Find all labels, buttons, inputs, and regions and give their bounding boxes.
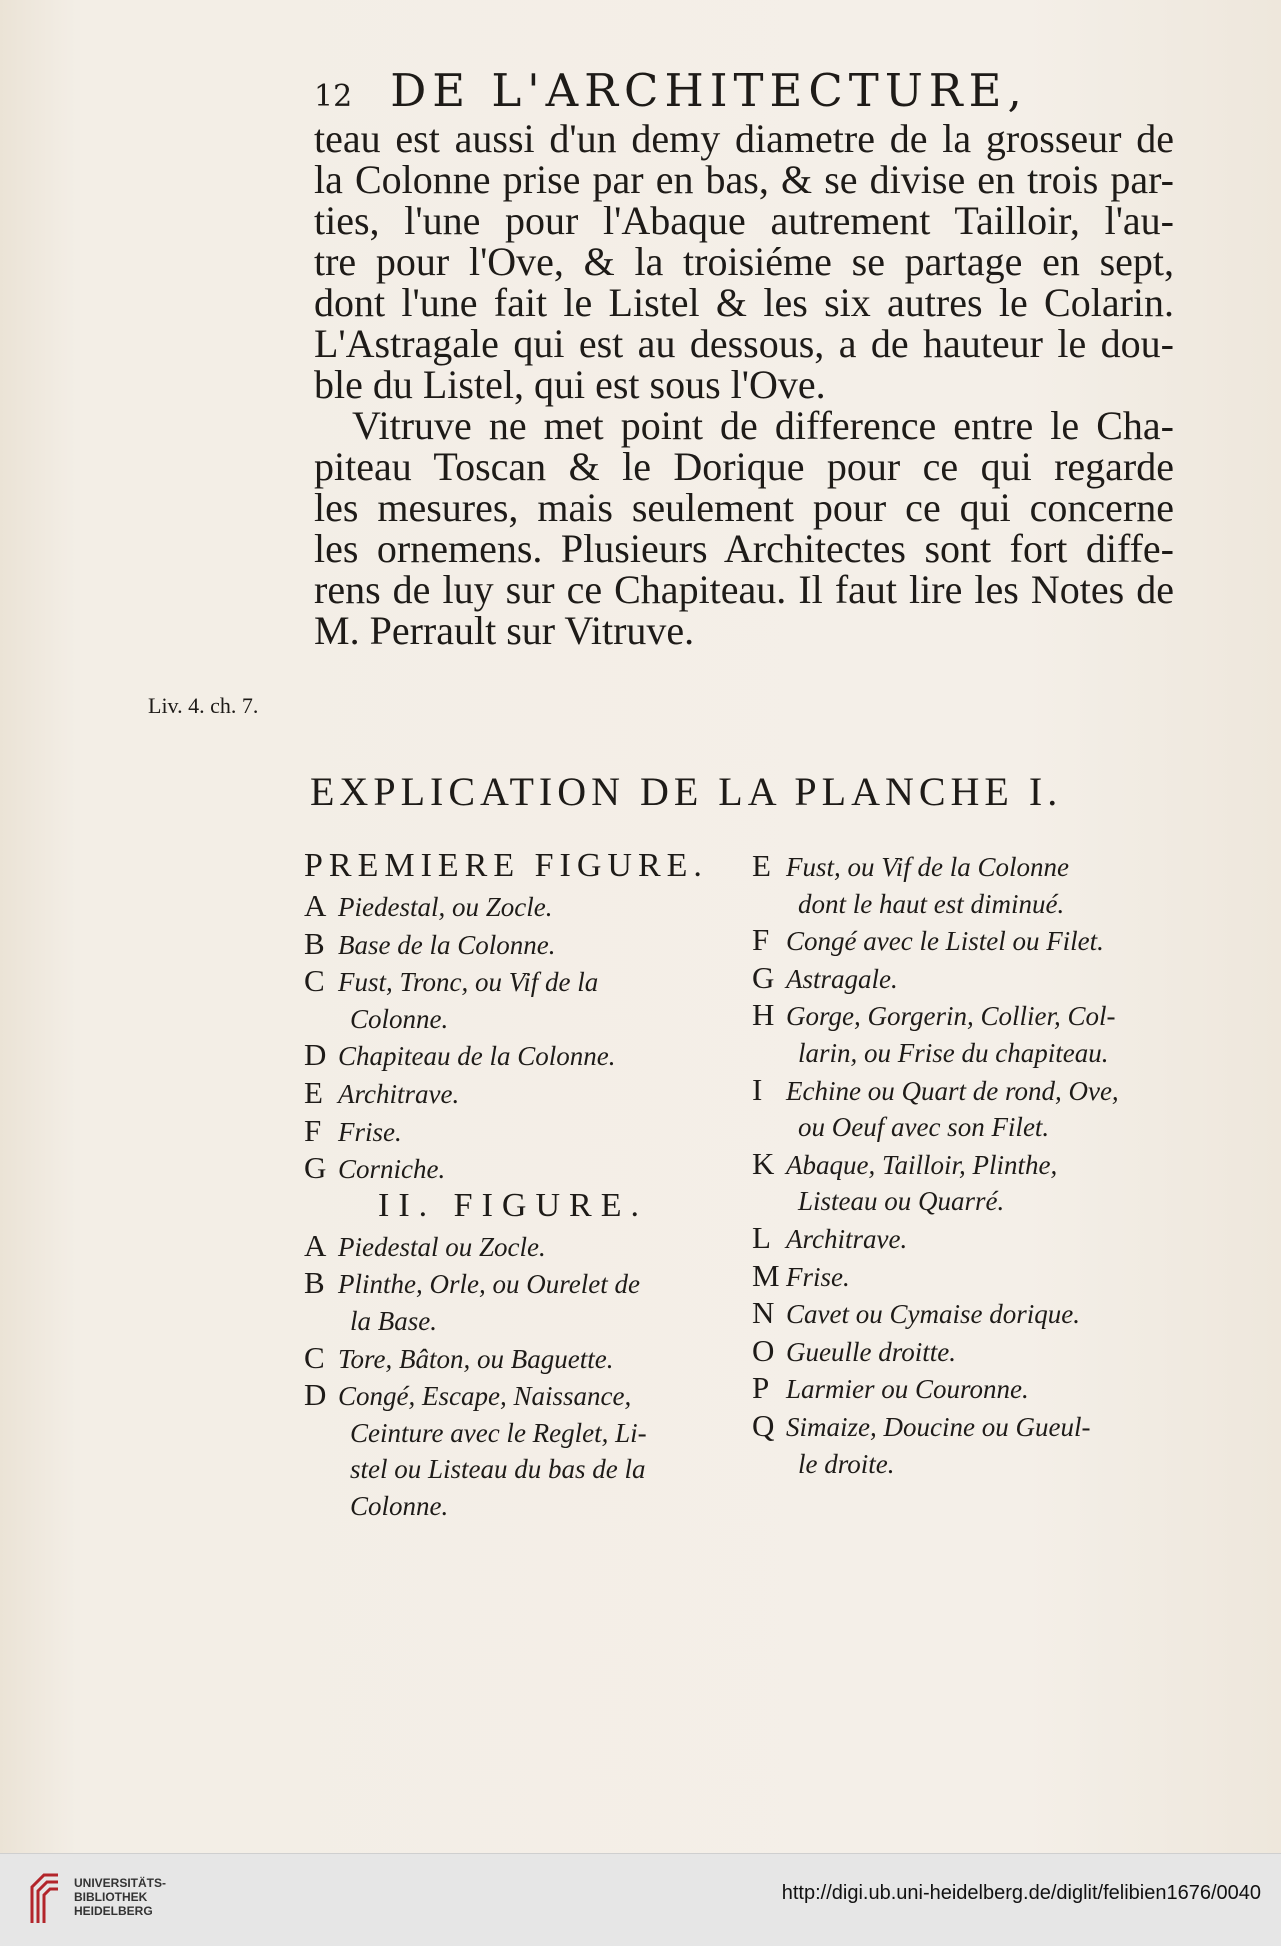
list-item <box>304 1150 722 1188</box>
body-text <box>314 118 1174 651</box>
entry-continuation: Colonne. <box>350 1003 449 1034</box>
body-line: M. Perrault sur Vitruve. <box>314 608 695 653</box>
entry-text: Base de la Colonne. <box>338 929 556 960</box>
running-head <box>314 64 1174 117</box>
list-item <box>304 1037 722 1075</box>
heidelberg-library-logo-icon <box>28 1869 62 1927</box>
figure2-heading: II. FIGURE. <box>378 1186 648 1224</box>
entry-continuation: Listeau ou Quarré. <box>798 1186 1005 1217</box>
body-line: rens de luy sur ce Chapiteau. Il faut lire les Notes de <box>314 567 1174 612</box>
entry-text: Architrave. <box>786 1223 908 1254</box>
entry-continuation: la Base. <box>350 1305 437 1336</box>
entry-text: Cavet ou Cymaise dorique. <box>786 1299 1080 1330</box>
list-item <box>752 1220 1177 1258</box>
list-item <box>752 1146 1177 1184</box>
entry-text: Congé avec le Listel ou Filet. <box>786 926 1104 957</box>
body-line: la Colonne prise par en bas, & se divise en trois par- <box>314 157 1174 202</box>
entry-text: Congé, Escape, Naissance, <box>338 1381 632 1412</box>
entry-letter: N <box>752 1295 775 1331</box>
entry-text: Astragale. <box>786 963 898 994</box>
list-item <box>304 963 722 1001</box>
entry-continuation: dont le haut est diminué. <box>798 888 1065 919</box>
entry-text: Echine ou Quart de rond, Ove, <box>786 1075 1119 1106</box>
running-title: DE L'ARCHITECTURE, <box>390 64 1028 117</box>
list-item <box>752 1333 1177 1371</box>
entry-text: Plinthe, Orle, ou Ourelet de <box>338 1269 640 1300</box>
body-line: teau est aussi d'un demy diametre de la grosseur de <box>314 116 1174 161</box>
entry-continuation: Colonne. <box>350 1490 449 1521</box>
list-item <box>752 922 1177 960</box>
viewer-footer <box>0 1853 1281 1946</box>
body-line: ties, l'une pour l'Abaque autrement Tailloir, l'au- <box>314 198 1174 243</box>
entry-text: Frise. <box>338 1116 402 1147</box>
entry-text: Larmier ou Couronne. <box>786 1374 1029 1405</box>
margin-note: Liv. 4. ch. 7. <box>148 693 259 718</box>
list-item <box>752 1258 1177 1296</box>
list-item <box>752 960 1177 998</box>
entry-letter: O <box>752 1332 775 1368</box>
entry-text: Gorge, Gorgerin, Collier, Col- <box>786 1001 1116 1032</box>
body-line: les ornemens. Plusieurs Architectes sont fort diffe- <box>314 526 1174 571</box>
entry-continuation: ou Oeuf avec son Filet. <box>798 1112 1050 1143</box>
entry-letter: D <box>304 1037 327 1073</box>
entry-letter: A <box>304 888 327 923</box>
library-name-line: HEIDELBERG <box>74 1904 153 1918</box>
entry-text: Gueulle droitte. <box>786 1336 956 1367</box>
entry-letter: L <box>752 1219 771 1255</box>
entry-letter: C <box>304 963 325 999</box>
list-item <box>304 888 722 926</box>
list-item <box>752 1295 1177 1333</box>
entry-text: Architrave. <box>338 1078 460 1109</box>
entry-letter: K <box>752 1145 775 1181</box>
entry-text: Frise. <box>786 1261 850 1292</box>
left-column <box>304 848 722 1525</box>
list-item <box>752 997 1177 1035</box>
list-item <box>304 1075 722 1113</box>
entry-letter: E <box>304 1074 323 1110</box>
entry-letter: B <box>304 1265 325 1301</box>
page-number: 12 <box>314 79 353 114</box>
section-title: EXPLICATION DE LA PLANCHE I. <box>310 769 1063 814</box>
entry-letter: B <box>304 925 325 961</box>
list-item <box>304 1113 722 1151</box>
entry-text: Tore, Bâton, ou Baguette. <box>338 1343 614 1374</box>
list-item <box>752 848 1177 886</box>
right-column <box>752 848 1177 1482</box>
entry-letter: P <box>752 1370 770 1406</box>
entry-continuation: le droite. <box>798 1448 895 1479</box>
body-line: dont l'une fait le Listel & les six autres le Colarin. <box>314 280 1174 325</box>
library-name-line: UNIVERSITÄTS- <box>74 1876 167 1890</box>
entry-letter: A <box>304 1227 327 1263</box>
permalink-url[interactable]: http://digi.ub.uni-heidelberg.de/diglit/felibien1676/0040 <box>781 1882 1261 1904</box>
entry-continuation: Ceinture avec le Reglet, Li- <box>350 1417 647 1448</box>
entry-letter: M <box>752 1257 780 1293</box>
list-item <box>752 1370 1177 1408</box>
list-item <box>304 1228 722 1266</box>
entry-text: Corniche. <box>338 1154 446 1185</box>
entry-letter: F <box>304 1112 322 1148</box>
body-line: les mesures, mais seulement pour ce qui concerne <box>314 485 1174 530</box>
entry-letter: D <box>304 1377 327 1413</box>
library-name <box>74 1876 166 1918</box>
entry-text: Fust, Tronc, ou Vif de la <box>338 967 599 998</box>
entry-text: Chapiteau de la Colonne. <box>338 1041 616 1072</box>
list-item <box>752 1408 1177 1446</box>
entry-letter: Q <box>752 1407 775 1443</box>
list-item <box>304 926 722 964</box>
entry-text: Piedestal, ou Zocle. <box>338 892 553 922</box>
entry-text: Abaque, Tailloir, Plinthe, <box>786 1149 1058 1180</box>
entry-letter: G <box>752 959 775 995</box>
entry-letter: F <box>752 922 770 958</box>
list-item <box>752 1072 1177 1110</box>
entry-letter: E <box>752 848 771 883</box>
list-item <box>304 1340 722 1378</box>
body-line: piteau Toscan & le Dorique pour ce qui regarde <box>314 444 1174 489</box>
body-line: Vitruve ne met point de difference entre le Cha- <box>352 403 1174 448</box>
library-name-line: BIBLIOTHEK <box>74 1890 148 1904</box>
entry-letter: C <box>304 1339 325 1375</box>
entry-letter: I <box>752 1071 763 1107</box>
entry-text: Simaize, Doucine ou Gueul- <box>786 1411 1091 1442</box>
body-line: tre pour l'Ove, & la troisiéme se partage en sept, <box>314 239 1174 284</box>
list-item <box>304 1377 722 1415</box>
entry-text: Fust, ou Vif de la Colonne <box>786 852 1069 882</box>
figure1-heading: PREMIERE FIGURE. <box>304 847 708 884</box>
entry-letter: H <box>752 997 775 1033</box>
body-line: ble du Listel, qui est sous l'Ove. <box>314 362 826 407</box>
list-item <box>304 1265 722 1303</box>
entry-continuation: stel ou Listeau du bas de la <box>350 1454 646 1485</box>
body-line: L'Astragale qui est au dessous, a de hauteur le dou- <box>314 321 1174 366</box>
entry-continuation: larin, ou Frise du chapiteau. <box>798 1037 1109 1068</box>
entry-text: Piedestal ou Zocle. <box>338 1231 546 1262</box>
entry-letter: G <box>304 1150 327 1186</box>
